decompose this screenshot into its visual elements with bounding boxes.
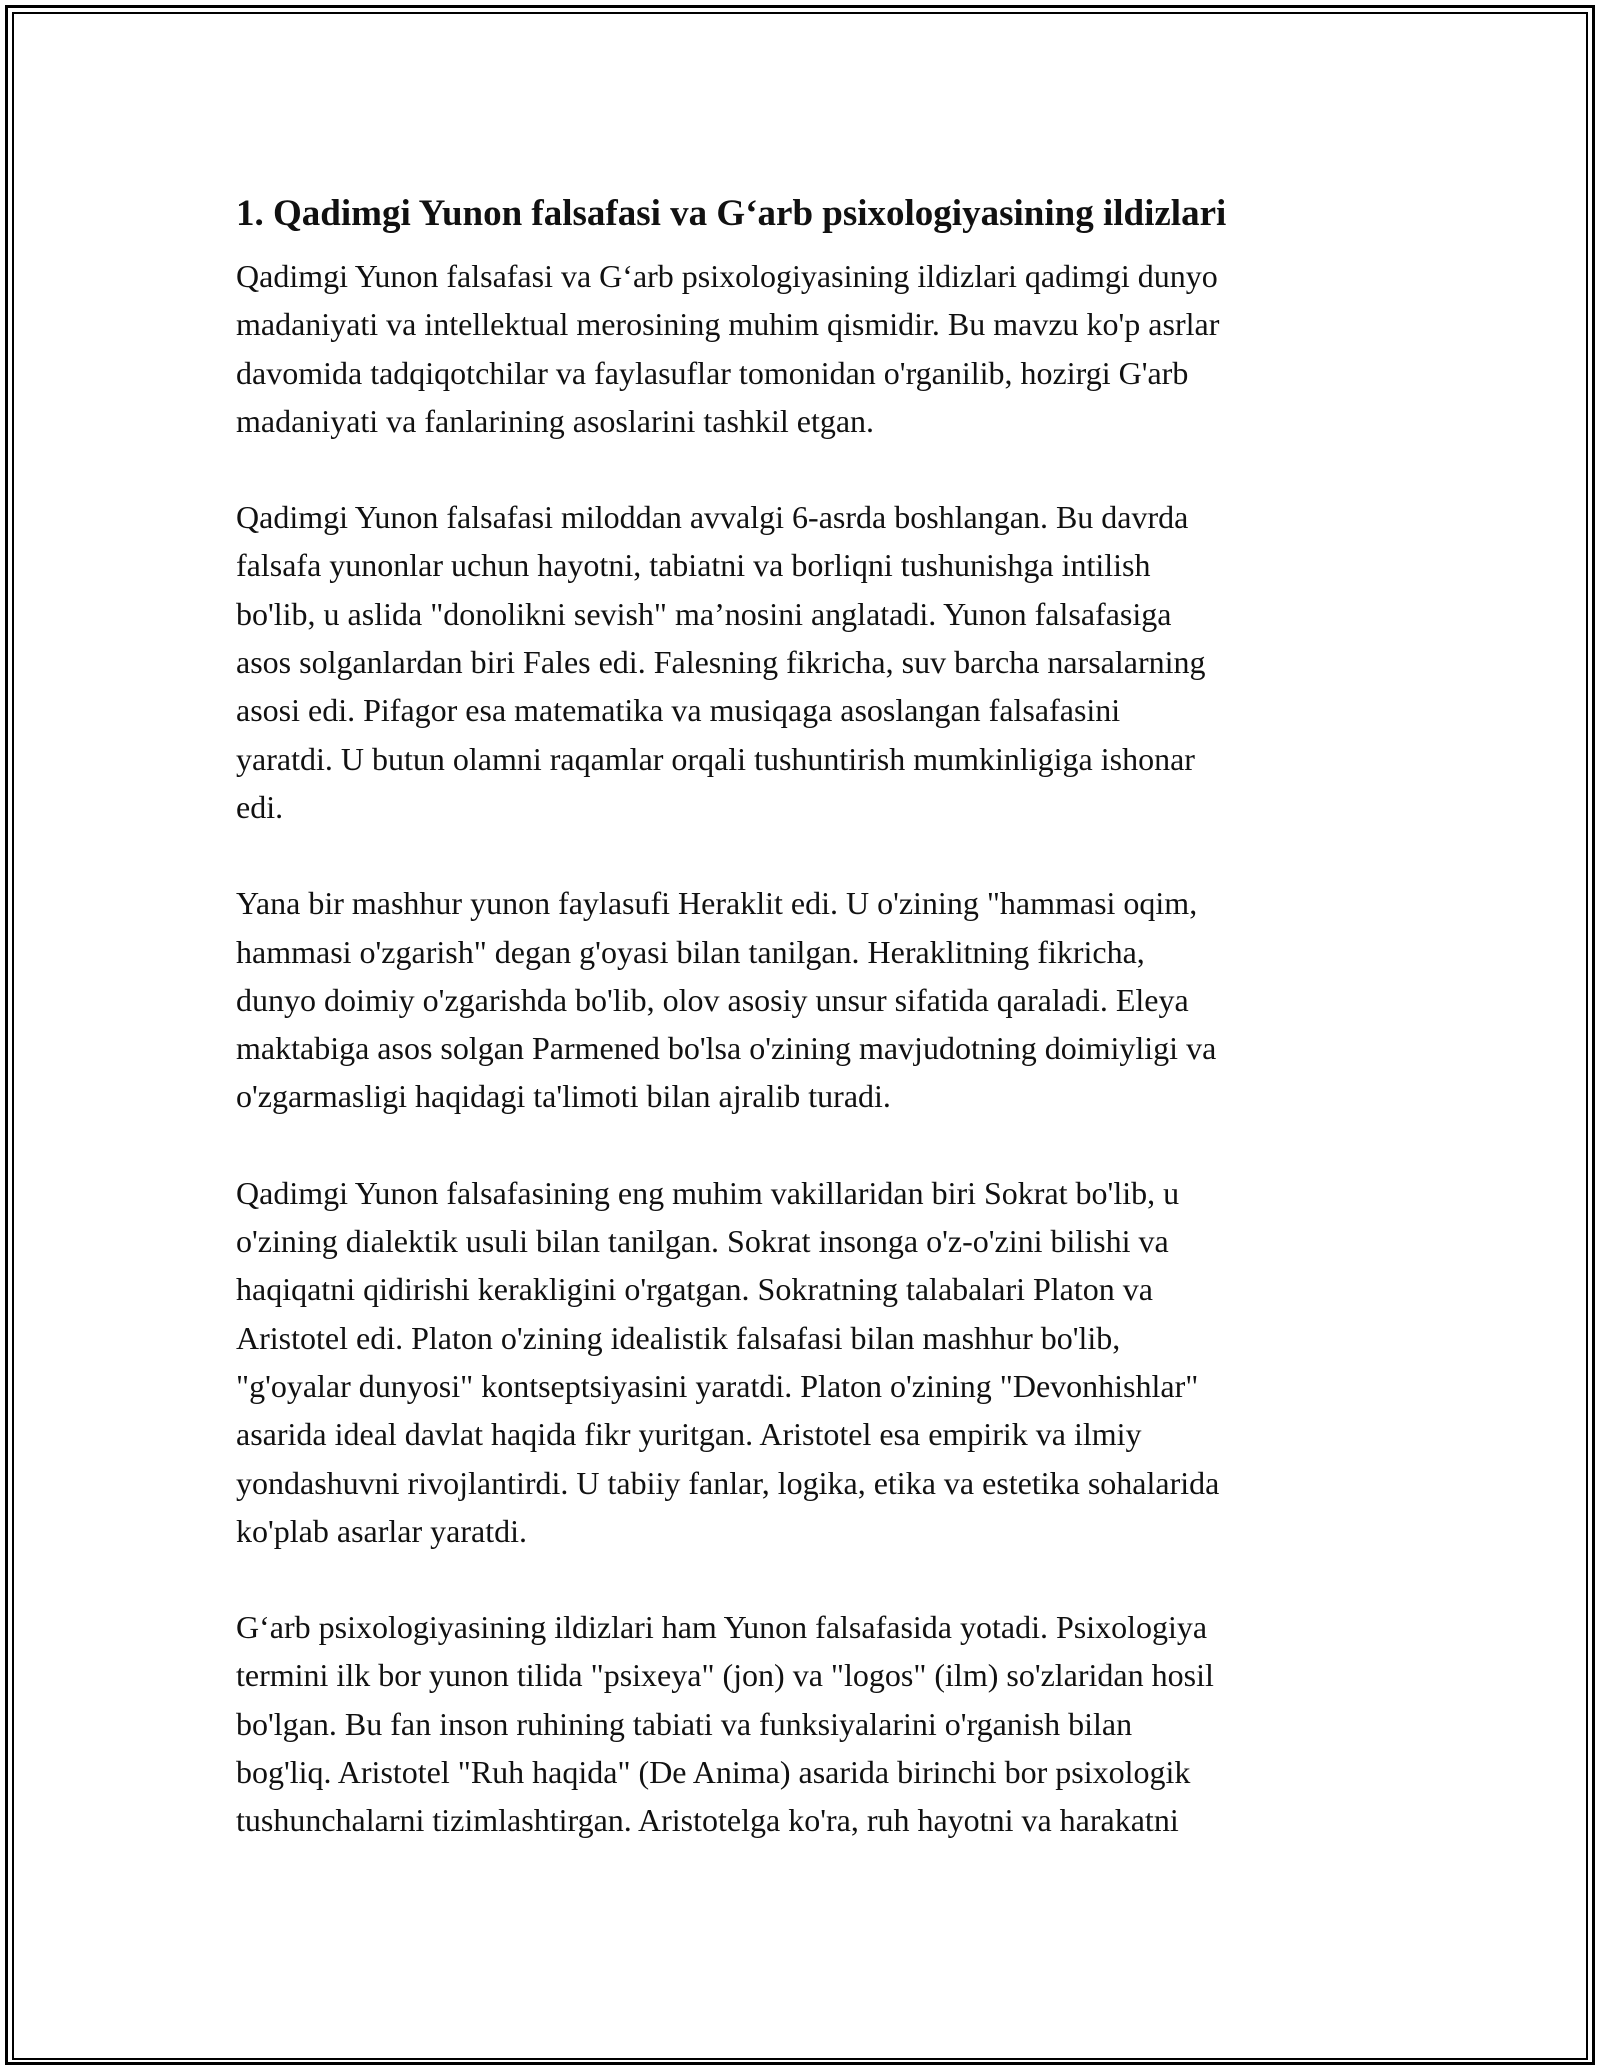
text-line: asarida ideal davlat haqida fikr yuritgan. Aristotel esa empirik va ilmiy <box>236 1416 1142 1453</box>
text-line: Qadimgi Yunon falsafasi miloddan avvalgi 6-asrda boshlangan. Bu davrda <box>236 499 1189 536</box>
text-line: Qadimgi Yunon falsafasi va G‘arb psixologiyasining ildizlari qadimgi dunyo <box>236 258 1218 294</box>
paragraph-4 <box>236 1169 1376 1555</box>
text-line: asos solganlardan biri Fales edi. Falesning fikricha, suv barcha narsalarning <box>236 644 1206 681</box>
text-line: "g'oyalar dunyosi" kontseptsiyasini yaratdi. Platon o'zining "Devonhishlar" <box>236 1367 1199 1404</box>
text-line: Aristotel edi. Platon o'zining idealistik falsafasi bilan mashhur bo'lib, <box>236 1319 1121 1356</box>
text-line: haqiqatni qidirishi kerakligini o'rgatgan. Sokratning talabalari Platon va <box>236 1271 1153 1308</box>
text-line: o'zining dialektik usuli bilan tanilgan. Sokrat insonga o'z-o'zini bilishi va <box>236 1223 1169 1260</box>
text-line: hammasi o'zgarish" degan g'oyasi bilan tanilgan. Heraklitning fikricha, <box>236 933 1145 970</box>
paragraph-5 <box>236 1603 1376 1844</box>
paragraph-3 <box>236 879 1376 1120</box>
text-line: davomida tadqiqotchilar va faylasuflar tomonidan o'rganilib, hozirgi G'arb <box>236 354 1189 391</box>
text-line: dunyo doimiy o'zgarishda bo'lib, olov asosiy unsur sifatida qaraladi. Eleya <box>236 981 1189 1018</box>
text-line: falsafa yunonlar uchun hayotni, tabiatni va borliqni tushunishga intilish <box>236 547 1151 584</box>
text-line: tushunchalarni tizimlashtirgan. Aristotelga ko'ra, ruh hayotni va harakatni <box>236 1802 1179 1839</box>
text-line: o'zgarmasligi haqidagi ta'limoti bilan ajralib turadi. <box>236 1078 891 1115</box>
text-line: madaniyati va intellektual merosining muhim qismidir. Bu mavzu ko'p asrlar <box>236 306 1220 343</box>
text-line: bog'liq. Aristotel "Ruh haqida" (De Anima) asarida birinchi bor psixologik <box>236 1754 1191 1791</box>
text-line: asosi edi. Pifagor esa matematika va musiqaga asoslangan falsafasini <box>236 692 1121 729</box>
paragraph-1 <box>236 252 1376 445</box>
text-line: maktabiga asos solgan Parmened bo'lsa o'zining mavjudotning doimiyligi va <box>236 1030 1217 1067</box>
text-line: ko'plab asarlar yaratdi. <box>236 1512 527 1549</box>
text-line: edi. <box>236 788 284 825</box>
text-line: Yana bir mashhur yunon faylasufi Heraklit edi. U o'zining "hammasi oqim, <box>236 885 1198 922</box>
section-heading: 1. Qadimgi Yunon falsafasi va G‘arb psixologiyasining ildizlari <box>236 193 1227 234</box>
paragraph-2 <box>236 493 1376 831</box>
text-line: G‘arb psixologiyasining ildizlari ham Yunon falsafasida yotadi. Psixologiya <box>236 1609 1208 1646</box>
text-line: bo'lgan. Bu fan inson ruhining tabiati va funksiyalarini o'rganish bilan <box>236 1705 1133 1742</box>
text-line: madaniyati va fanlarining asoslarini tashkil etgan. <box>236 402 875 439</box>
text-line: Qadimgi Yunon falsafasining eng muhim vakillaridan biri Sokrat bo'lib, u <box>236 1174 1180 1211</box>
text-line: termini ilk bor yunon tilida "psixeya" (jon) va "logos" (ilm) so'zlaridan hosil <box>236 1657 1214 1694</box>
text-line: yaratdi. U butun olamni raqamlar orqali tushuntirish mumkinligiga ishonar <box>236 740 1195 777</box>
text-line: yondashuvni rivojlantirdi. U tabiiy fanlar, logika, etika va estetika sohalarida <box>236 1464 1220 1501</box>
text-line: bo'lib, u aslida "donolikni sevish" ma’nosini anglatadi. Yunon falsafasiga <box>236 595 1172 632</box>
document-body <box>236 186 1376 1893</box>
